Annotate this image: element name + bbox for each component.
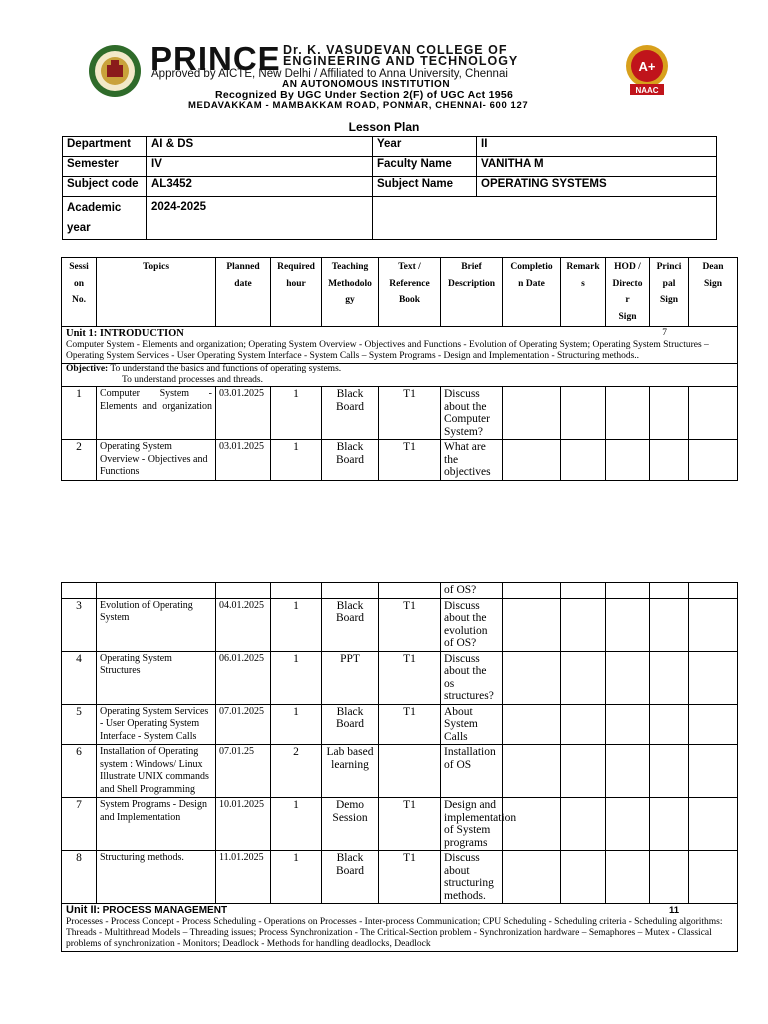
- unit2-syllabus: Processes - Process Concept - Process Scheduling - Operations on Processes - Inter-process Communication; CPU Scheduling - Scheduling criteria - Scheduling algorithms: Threads - Multithread Models – Threading issues; Process Synchronization - The Critical-Section problem - Synchronization hardware – Semaphores – Mutex - Classical problems of synchronization - Monitors; Deadlock - Methods for handling deadlocks, Deadlock: [66, 917, 723, 949]
- objective-label: Objective:: [66, 364, 109, 374]
- approval-text: Approved by AICTE, New Delhi / Affiliated to Anna University, Chennai: [151, 68, 508, 80]
- college-address: MEDAVAKKAM - MAMBAKKAM ROAD, PONMAR, CHENNAI- 600 127: [188, 100, 529, 111]
- table-row: [62, 583, 738, 599]
- brand-name: PRINCE: [150, 40, 281, 77]
- academic-year-value: 2024-2025: [147, 197, 373, 240]
- table-row: 6 Installation of Operating system : Windows/ Linux Illustrate UNIX commands and Shell Programming 07.01.25 2 Lab based learning Installation of OS: [62, 745, 738, 798]
- table-row: 4 Operating System Structures 06.01.2025 1 PPT T1 Discuss about the os structures?: [62, 651, 738, 704]
- unit2-hours: 11: [668, 905, 679, 916]
- objective-2: To understand processes and threads.: [122, 375, 264, 385]
- naac-label: NAAC: [635, 86, 659, 95]
- subject-name-label: Subject Name: [373, 177, 477, 197]
- lesson-plan-table-page2: [61, 582, 738, 952]
- col-dean-sign: Dean Sign: [689, 258, 738, 327]
- unit2-title: PROCESS MANAGEMENT: [102, 905, 228, 916]
- col-planned-date: Planned date: [216, 258, 271, 327]
- table-row: 8 Structuring methods. 11.01.2025 1 Black Board T1 Discuss about structuring methods.: [62, 851, 738, 904]
- continued-brief: of OS?: [441, 583, 503, 599]
- academic-year-label: Academic year: [63, 197, 147, 240]
- subject-code-value: AL3452: [147, 177, 373, 197]
- col-principal-sign: Princi pal Sign: [650, 258, 689, 327]
- table-row: 1 Computer System - Elements and organization 03.01.2025 1 Black Board T1 Discuss about the Computer System?: [62, 387, 738, 440]
- year-value: II: [477, 137, 717, 157]
- subject-code-label: Subject code: [63, 177, 147, 197]
- col-completion-date: Completio n Date: [503, 258, 561, 327]
- course-info-table: [62, 136, 717, 240]
- table-row: 7 System Programs - Design and Implementation 10.01.2025 1 Demo Session T1 Design and implementation of System programs: [62, 798, 738, 851]
- naac-grade: A+: [638, 59, 656, 74]
- college-name: Dr. K. VASUDEVAN COLLEGE OF ENGINEERING AND TECHNOLOGY: [283, 43, 519, 68]
- col-brief-description: Brief Description: [441, 258, 503, 327]
- unit1-title: Unit 1: INTRODUCTION: [66, 328, 184, 339]
- department-value: AI & DS: [147, 137, 373, 157]
- naac-badge: [622, 44, 672, 98]
- col-text-reference: Text / Reference Book: [379, 258, 441, 327]
- autonomous-text: AN AUTONOMOUS INSTITUTION: [282, 79, 451, 90]
- unit1-syllabus: Computer System - Elements and organization; Operating System Overview - Objectives and Functions - Evolution of Operating System; Operating System Structures – Operating System Services - User Operating System Interface - System Calls – System Programs - Design and Implementation - Structuring methods..: [66, 340, 709, 361]
- unit1-hours: 7: [662, 328, 667, 338]
- department-label: Department: [63, 137, 147, 157]
- col-session: Sessi on No.: [62, 258, 97, 327]
- semester-label: Semester: [63, 157, 147, 177]
- subject-name-value: OPERATING SYSTEMS: [477, 177, 717, 197]
- col-required-hour: Required hour: [271, 258, 322, 327]
- unit2-row: [62, 904, 738, 952]
- col-remarks: Remark s: [561, 258, 606, 327]
- semester-value: IV: [147, 157, 373, 177]
- faculty-label: Faculty Name: [373, 157, 477, 177]
- unit1-objective-row: [62, 364, 738, 387]
- ugc-recognition-text: Recognized By UGC Under Section 2(F) of UGC Act 1956: [215, 89, 514, 101]
- unit1-row: [62, 327, 738, 364]
- college-emblem-left: [88, 44, 142, 98]
- col-hod-sign: HOD / Directo r Sign: [606, 258, 650, 327]
- col-topics: Topics: [97, 258, 216, 327]
- year-label: Year: [373, 137, 477, 157]
- table-row: 3 Evolution of Operating System 04.01.2025 1 Black Board T1 Discuss about the evolution of OS?: [62, 598, 738, 651]
- col-teaching-methodology: Teaching Methodolo gy: [322, 258, 379, 327]
- column-header-row: [62, 258, 738, 327]
- objective-1: To understand the basics and functions of operating systems.: [110, 364, 342, 374]
- table-row: 5 Operating System Services - User Operating System Interface - System Calls 07.01.2025 1 Black Board T1 About System Calls: [62, 704, 738, 745]
- page-title: Lesson Plan: [348, 120, 420, 134]
- unit2-title-prefix: Unit II:: [66, 904, 101, 916]
- table-row: 2 Operating System Overview - Objectives and Functions 03.01.2025 1 Black Board T1 What are the objectives: [62, 440, 738, 481]
- lesson-plan-table-page1: [61, 257, 738, 481]
- faculty-value: VANITHA M: [477, 157, 717, 177]
